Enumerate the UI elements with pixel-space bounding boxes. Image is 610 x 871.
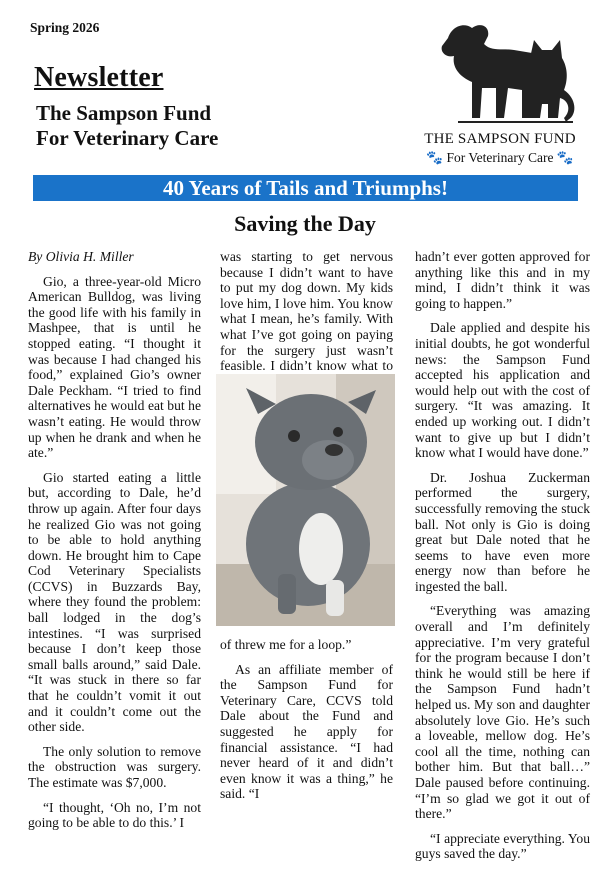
article-column-2-bottom xyxy=(220,637,393,811)
org-name-line1: The Sampson Fund xyxy=(36,101,212,125)
article-column-1 xyxy=(28,249,201,840)
article-column-3 xyxy=(415,249,590,871)
dog-and-cat-silhouette-icon xyxy=(418,18,582,130)
article-headline: Saving the Day xyxy=(234,211,376,236)
sampson-fund-logo xyxy=(418,18,582,170)
paragraph: Dale applied and despite his initial doubts, he got wonderful news: the Sampson Fund accepted his application and would help out with the cost of surgery. “It was amazing. It ended up working out. I didn’t want to give up but I didn’t know what I would have done.” xyxy=(415,320,590,461)
paragraph: Gio, a three-year-old Micro American Bulldog, was living the good life with his family in Mashpee, that is until he stopped eating. “I thought it was because I had changed his food,” explained Gio’s owner Dale Peckham. “I tried to find alternatives he would eat but he wasn’t eating. He would throw up when he drank and when he ate.” xyxy=(28,273,201,461)
article-byline: By Olivia H. Miller xyxy=(28,249,134,264)
paragraph: Dr. Joshua Zuckerman performed the surgery, successfully removing the stuck ball. Not only is Gio is doing great but Dale noted that he seems to have even more energy now than before he ingested the ball. xyxy=(415,469,590,594)
paw-icon: 🐾 xyxy=(426,150,444,165)
bulldog-photo-image xyxy=(216,374,395,626)
paragraph: “Everything was amazing overall and I’m definitely appreciative. I’m very grateful for the program because I don’t think he would still be here if the Sampson Fund hadn’t helped us. My son and daughter absolutely love Gio. He’s such a loveable, mellow dog. He’s cool all the time, nothing can bother him. But that ball…” Dale paused before continuing. “I’m so glad we got it out of there.” xyxy=(415,603,590,822)
paragraph: “I thought, ‘Oh no, I’m not going to be able to do this.’ I xyxy=(28,799,201,831)
dog-photo xyxy=(216,374,395,626)
paw-icon: 🐾 xyxy=(556,150,574,165)
paragraph: As an affiliate member of the Sampson Fund for Veterinary Care, CCVS told Dale about the Fund and suggested he apply for financial assistance. “I had never heard of it and didn’t even know it was a thing,” he said. “I xyxy=(220,661,393,802)
org-name xyxy=(36,101,218,151)
logo-subtitle: 🐾 For Veterinary Care 🐾 xyxy=(426,150,574,165)
paragraph: of threw me for a loop.” xyxy=(220,637,352,652)
org-name-line2: For Veterinary Care xyxy=(36,126,219,150)
anniversary-banner: 40 Years of Tails and Triumphs! xyxy=(33,175,578,201)
paragraph: Gio started eating a little but, according to Dale, he’d throw up again. After four days he realized Gio was not going to be able to hold anything down. He brought him to Cape Cod Veterinary Specialists (CCVS) in Buzzards Bay, where they found the problem: ball lodged in the dog’s intestines. “I was surprised because I don’t keep those small balls around,” said Dale. “It was stuck in there so far that he couldn’t vomit it out and it couldn’t come out the other side. xyxy=(28,469,201,735)
logo-name-text: THE SAMPSON FUND xyxy=(424,131,576,147)
issue-season: Spring 2026 xyxy=(30,20,100,35)
paragraph: was starting to get nervous because I didn’t want to have to put my dog down. My kids love him, I love him. You know what I mean, he’s family. With what I’ve got going on paying for the surgery just wasn’t feasible. I didn’t know what to xyxy=(220,249,393,374)
paragraph: hadn’t ever gotten approved for anything like this and in my mind, I didn’t think it was going to happen.” xyxy=(415,249,590,311)
paragraph: The only solution to remove the obstruction was surgery. The estimate was $7,000. xyxy=(28,743,201,790)
newsletter-title: Newsletter xyxy=(34,62,164,93)
paragraph: “I appreciate everything. You guys saved the day.” xyxy=(415,830,590,862)
